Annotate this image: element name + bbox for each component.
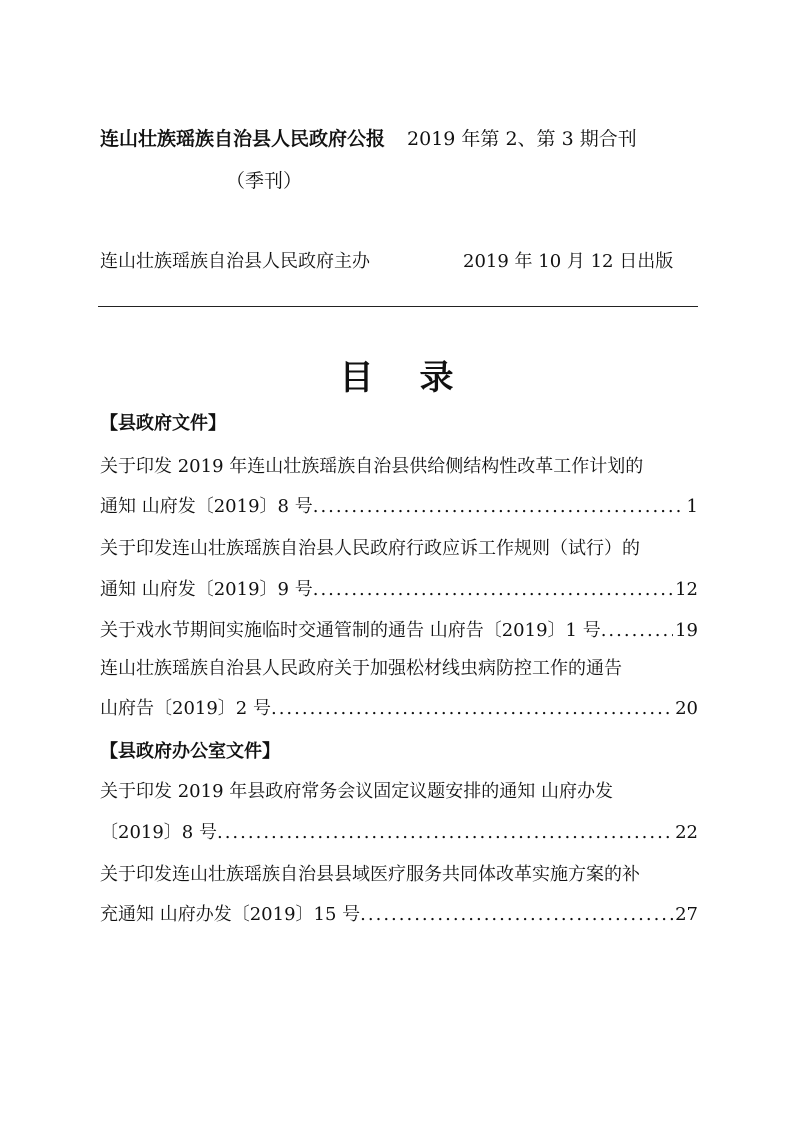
toc-entry-line[interactable]: [100, 575, 698, 601]
dot-leader: [271, 698, 673, 719]
toc-entry-text: 关于戏水节期间实施临时交通管制的通告 山府告〔2019〕1 号: [100, 620, 601, 641]
toc-entry-line[interactable]: [100, 818, 698, 844]
toc-entry-line[interactable]: 连山壮族瑶族自治县人民政府关于加强松材线虫病防控工作的通告: [100, 658, 622, 679]
header-divider: [98, 306, 698, 307]
gazette-title: 连山壮族瑶族自治县人民政府公报: [100, 128, 386, 150]
page-number: 22: [675, 822, 698, 843]
toc-entry-line[interactable]: 关于印发连山壮族瑶族自治县县域医疗服务共同体改革实施方案的补: [100, 864, 640, 885]
toc-entry-line[interactable]: 关于印发 2019 年连山壮族瑶族自治县供给侧结构性改革工作计划的: [100, 456, 644, 477]
publication-line: [100, 247, 700, 273]
toc-entry-text: 充通知 山府办发〔2019〕15 号: [100, 904, 361, 925]
toc-entry-text: 〔2019〕8 号: [100, 822, 217, 843]
section-heading-county-gov: 【县政府文件】: [100, 413, 226, 434]
toc-entry-line[interactable]: [100, 900, 698, 926]
page-number: 1: [686, 496, 698, 517]
dot-leader: [360, 904, 673, 925]
quarterly-label: （季刊）: [226, 170, 303, 192]
toc-entry-text: 山府告〔2019〕2 号: [100, 698, 271, 719]
dot-leader: [313, 496, 685, 517]
toc-entry-line[interactable]: 关于印发连山壮族瑶族自治县人民政府行政应诉工作规则（试行）的: [100, 538, 640, 559]
toc-entry-line[interactable]: 关于印发 2019 年县政府常务会议固定议题安排的通知 山府办发: [100, 781, 613, 802]
toc-entry-line[interactable]: [100, 694, 698, 720]
dot-leader: [601, 620, 673, 641]
page-number: 27: [675, 904, 698, 925]
sponsor: 连山壮族瑶族自治县人民政府主办: [100, 251, 370, 272]
page-number: 12: [675, 579, 698, 600]
dot-leader: [313, 579, 673, 600]
page-number: 19: [675, 620, 698, 641]
toc-entry-line[interactable]: [100, 616, 698, 642]
dot-leader: [217, 822, 673, 843]
toc-title: 目录: [339, 358, 500, 398]
publication-date: 2019 年 10 月 12 日出版: [463, 251, 674, 272]
toc-entry-line[interactable]: [100, 492, 698, 518]
issue-number: 2019 年第 2、第 3 期合刊: [407, 128, 637, 150]
page-number: 20: [675, 698, 698, 719]
section-heading-county-office: 【县政府办公室文件】: [100, 741, 280, 762]
masthead: [100, 124, 700, 151]
toc-entry-text: 通知 山府发〔2019〕8 号: [100, 496, 313, 517]
toc-entry-text: 通知 山府发〔2019〕9 号: [100, 579, 313, 600]
